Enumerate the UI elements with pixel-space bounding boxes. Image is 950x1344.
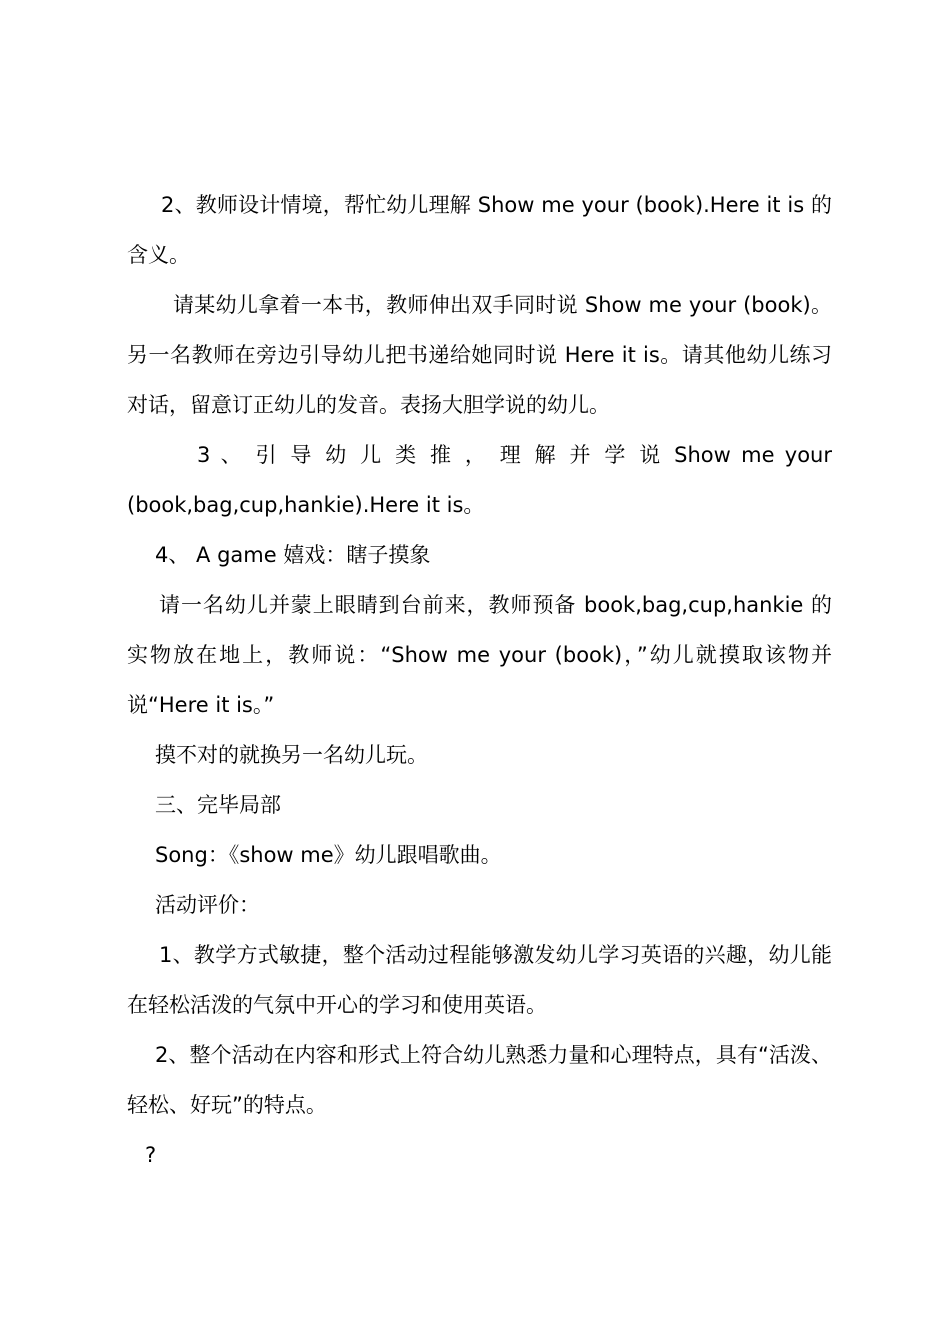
section-heading-evaluation: 活动评价： [155, 893, 260, 917]
paragraph-trailing-mark: ? [145, 1143, 157, 1167]
paragraph-game-description: 请一名幼儿并蒙上眼睛到台前来，教师预备 book,bag,cup,hankie 的实物放在地上，教师说：“Show me your (book)，”幼儿就摸取该物并说“Here it is。” [127, 593, 832, 717]
document-body [127, 180, 832, 1180]
paragraph-song: Song：《show me》幼儿跟唱歌曲。 [155, 843, 502, 867]
paragraph-game-rule: 摸不对的就换另一名幼儿玩。 [155, 743, 428, 767]
paragraph-evaluation-1: 1、教学方式敏捷，整个活动过程能够激发幼儿学习英语的兴趣，幼儿能在轻松活泼的气氛中开心的学习和使用英语。 [127, 943, 832, 1017]
paragraph-step-3: 3 、 引 导 幼 儿 类 推 ， 理 解 并 学 说 Show me your (book,bag,cup,hankie).Here it is。 [127, 443, 832, 517]
paragraph-step-2-detail: 请某幼儿拿着一本书，教师伸出双手同时说 Show me your (book)。另一名教师在旁边引导幼儿把书递给她同时说 Here it is。请其他幼儿练习对话，留意订正幼儿的发音。表扬大胆学说的幼儿。 [127, 293, 832, 417]
paragraph-step-4-heading: 4、 A game 嬉戏：瞎子摸象 [155, 543, 431, 567]
paragraph-evaluation-2: 2、整个活动在内容和形式上符合幼儿熟悉力量和心理特点，具有“活泼、轻松、好玩”的特点。 [127, 1043, 832, 1117]
paragraph-step-2: 2、教师设计情境，帮忙幼儿理解 Show me your (book).Here it is 的含义。 [127, 193, 832, 267]
section-heading-ending: 三、完毕局部 [155, 793, 281, 817]
